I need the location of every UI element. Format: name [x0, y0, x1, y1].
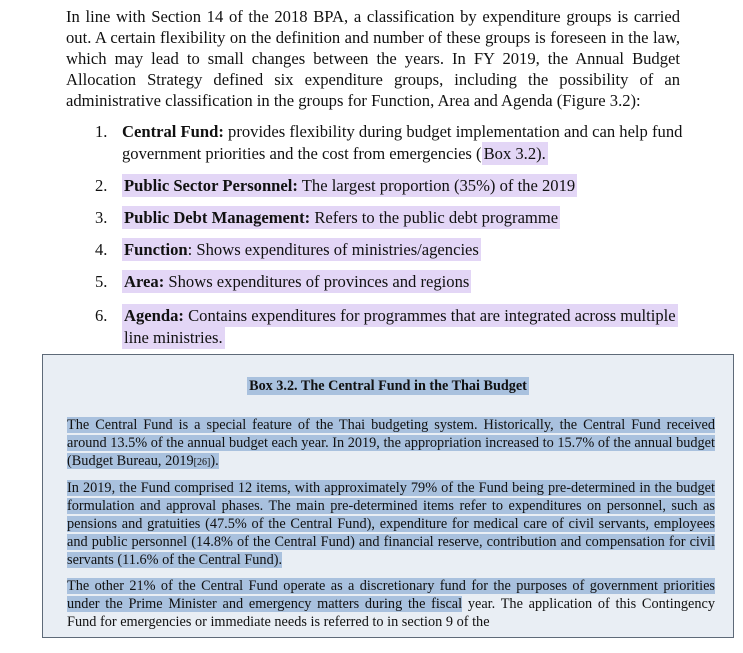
list-description: Refers to the public debt programme	[310, 208, 559, 227]
central-fund-box	[42, 354, 734, 638]
list-description: Contains expenditures for programmes that are integrated across multiple line ministries.	[124, 306, 676, 347]
list-description: provides flexibility during budget implementation and can help fund government priorities and the cost from emergencies (	[122, 122, 683, 163]
list-term: Function	[124, 240, 188, 259]
box-paragraph-2: In 2019, the Fund comprised 12 items, with approximately 79% of the Fund being pre-determined in the budget formulation and approval phases. The main pre-determined items refer to expenditures on personnel, such as pensions and gratuities (47.5% of the Central Fund), expenditure for medical care of civil servants, employees and public personnel (14.8% of the Central Fund) and financial reserve, contribution and compensation for civil servants (11.6% of the Central Fund).	[67, 480, 715, 568]
citation-reference[interactable]: [26]	[193, 457, 211, 468]
list-number: 1.	[95, 122, 108, 141]
list-term: Central Fund:	[122, 122, 224, 141]
list-number: 5.	[95, 272, 108, 291]
box-paragraph-1: The Central Fund is a special feature of the Thai budgeting system. Historically, the Central Fund received around 13.5% of the annual budget each year. In 2019, the appropriation increased to 15.7% of the annual budget (Budget Bureau, 2019[26]).	[67, 417, 715, 469]
list-description: Shows expenditures of provinces and regions	[164, 272, 470, 291]
box-paragraph-3: The other 21% of the Central Fund operate as a discretionary fund for the purposes of government priorities under the Prime Minister and emergency matters during the fiscal year. The application of this Contingency Fund for emergencies or immediate needs is referred to in section 9 of the	[67, 578, 715, 630]
list-number: 4.	[95, 240, 108, 259]
list-term: Public Debt Management:	[124, 208, 311, 227]
box-reference-link[interactable]: Box 3.2).	[483, 144, 546, 163]
list-number: 3.	[95, 208, 108, 227]
intro-paragraph: In line with Section 14 of the 2018 BPA, a classification by expenditure groups is carried out. A certain flexibility on the definition and number of these groups is foreseen in the law, which may lead to small changes between the years. In FY 2019, the Annual Budget Allocation Strategy defined six expenditure groups, including the possibility of an administrative classification in the groups for Function, Area and Agenda (Figure 3.2):	[66, 7, 680, 110]
list-number: 6.	[95, 306, 108, 325]
list-description: The largest proportion (35%) of the 2019	[297, 176, 576, 195]
list-term: Public Sector Personnel:	[124, 176, 298, 195]
list-description: : Shows expenditures of ministries/agencies	[187, 240, 479, 259]
list-term: Agenda:	[124, 306, 184, 325]
box-title: Box 3.2. The Central Fund in the Thai Budget	[249, 378, 527, 394]
list-number: 2.	[95, 176, 108, 195]
list-term: Area:	[124, 272, 165, 291]
